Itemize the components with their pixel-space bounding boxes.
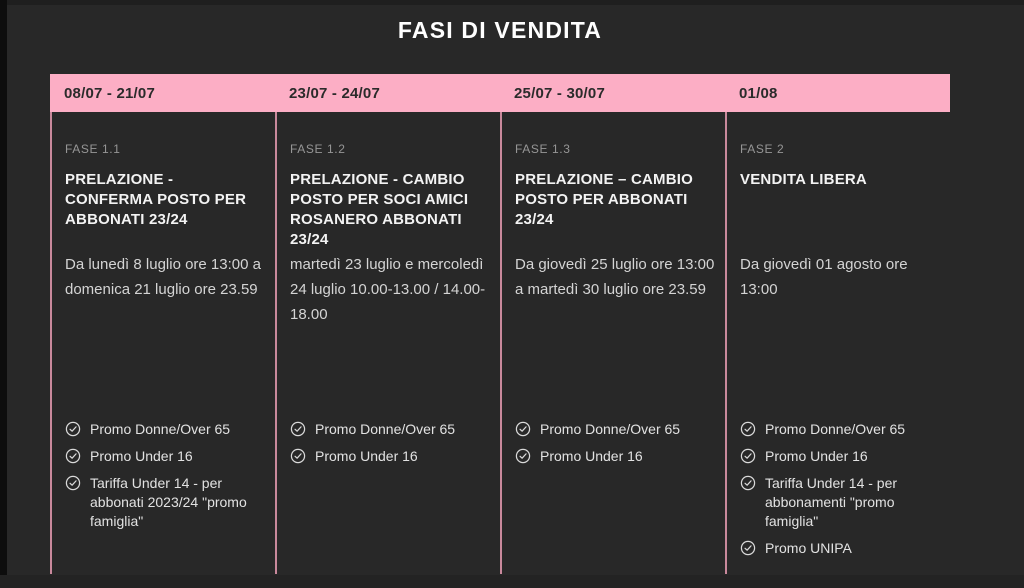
promo-label: Promo Donne/Over 65 xyxy=(765,421,906,437)
promo-list xyxy=(740,420,944,566)
phase-title: VENDITA LIBERA xyxy=(740,171,867,188)
promo-item xyxy=(65,474,269,531)
phase-schedule: martedì 23 luglio e mercoledì 24 luglio 10.00-13.00 / 14.00-18.00 xyxy=(290,256,486,323)
phase-schedule: Da lunedì 8 luglio ore 13:00 a domenica 21 luglio ore 23.59 xyxy=(65,256,261,298)
phase-label: FASE 1.3 xyxy=(515,142,571,156)
promo-item xyxy=(290,447,494,466)
promo-label: Tariffa Under 14 - per abbonati 2023/24 "promo famiglia" xyxy=(90,475,247,529)
check-circle-icon xyxy=(515,421,531,437)
phase-column-1-3 xyxy=(500,112,725,574)
phase-title: PRELAZIONE – CAMBIO POSTO PER ABBONATI 23/24 xyxy=(515,171,693,228)
phase-title: PRELAZIONE - CONFERMA POSTO PER ABBONATI 23/24 xyxy=(65,171,247,228)
window-left-edge xyxy=(0,0,7,588)
phase-schedule: Da giovedì 01 agosto ore 13:00 xyxy=(740,256,908,298)
phase-title: PRELAZIONE - CAMBIO POSTO PER SOCI AMICI ROSANERO ABBONATI 23/24 xyxy=(290,171,469,248)
promo-item xyxy=(65,447,269,466)
promo-item xyxy=(65,420,269,439)
promo-item xyxy=(740,539,944,558)
check-circle-icon xyxy=(740,540,756,556)
phases-table xyxy=(50,112,950,574)
check-circle-icon xyxy=(740,475,756,491)
promo-label: Promo Under 16 xyxy=(765,448,868,464)
check-circle-icon xyxy=(65,421,81,437)
date-range-phase-2: 01/08 xyxy=(739,84,778,102)
date-range-phase-1-2: 23/07 - 24/07 xyxy=(289,84,381,102)
date-range-phase-1-3: 25/07 - 30/07 xyxy=(514,84,606,102)
promo-label: Promo Donne/Over 65 xyxy=(90,421,231,437)
check-circle-icon xyxy=(65,475,81,491)
page-title: FASI DI VENDITA xyxy=(397,17,603,43)
phase-label: FASE 1.1 xyxy=(65,142,121,156)
promo-item xyxy=(740,474,944,531)
check-circle-icon xyxy=(740,448,756,464)
date-range-phase-1-1: 08/07 - 21/07 xyxy=(64,84,156,102)
promo-label: Promo Under 16 xyxy=(90,448,193,464)
promo-label: Tariffa Under 14 - per abbonamenti "promo famiglia" xyxy=(765,475,898,529)
phase-label: FASE 1.2 xyxy=(290,142,346,156)
window-top-edge xyxy=(0,0,1024,5)
promo-label: Promo Under 16 xyxy=(540,448,643,464)
check-circle-icon xyxy=(290,421,306,437)
promo-list xyxy=(290,420,494,474)
check-circle-icon xyxy=(740,421,756,437)
check-circle-icon xyxy=(65,448,81,464)
promo-label: Promo Donne/Over 65 xyxy=(540,421,681,437)
promo-list xyxy=(65,420,269,539)
phase-column-1-1 xyxy=(50,112,275,574)
promo-list xyxy=(515,420,719,474)
promo-label: Promo UNIPA xyxy=(765,540,852,556)
promo-label: Promo Donne/Over 65 xyxy=(315,421,456,437)
promo-item xyxy=(740,447,944,466)
promo-item xyxy=(740,420,944,439)
phase-schedule: Da giovedì 25 luglio ore 13:00 a martedì 30 luglio ore 23.59 xyxy=(515,256,715,298)
promo-item xyxy=(290,420,494,439)
check-circle-icon xyxy=(515,448,531,464)
promo-label: Promo Under 16 xyxy=(315,448,418,464)
phase-column-1-2 xyxy=(275,112,500,574)
promo-item xyxy=(515,420,719,439)
phase-label: FASE 2 xyxy=(740,142,785,156)
window-bottom-edge xyxy=(0,575,1024,588)
phase-column-2 xyxy=(725,112,950,574)
promo-item xyxy=(515,447,719,466)
dates-header-bar xyxy=(50,74,950,112)
check-circle-icon xyxy=(290,448,306,464)
